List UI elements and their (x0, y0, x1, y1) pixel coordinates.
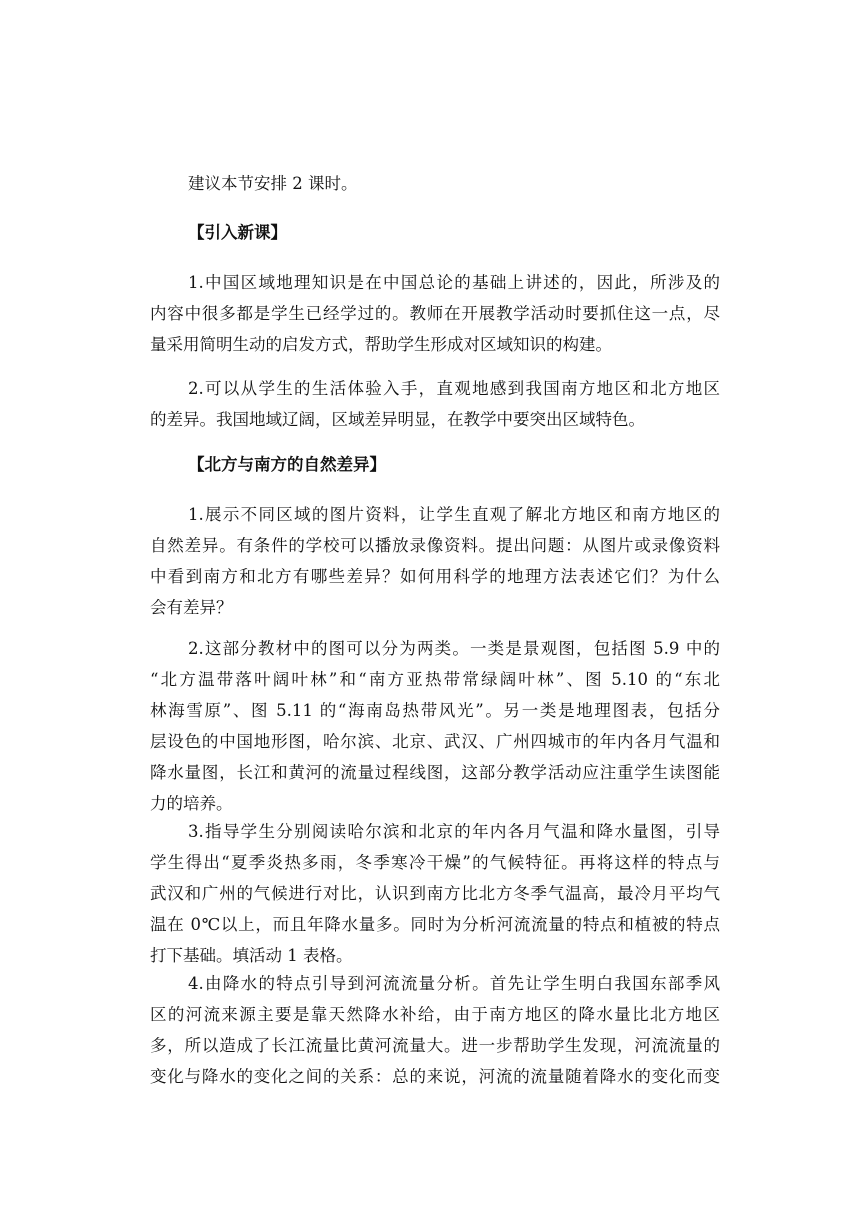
text-line: 学生得出“夏季炎热多雨，冬季寒冷干燥”的气候特征。再将这样的特点与 (150, 853, 720, 872)
text-line: 4.由降水的特点引导到河流流量分析。首先让学生明白我国东部季风 (188, 974, 720, 993)
section2-paragraph-1 (150, 499, 720, 623)
section2-paragraph-3 (150, 816, 720, 971)
text-line: 降水量图，长江和黄河的流量过程线图，这部分教学活动应注重学生读图能 (150, 763, 720, 782)
text-line: 多，所以造成了长江流量比黄河流量大。进一步帮助学生发现，河流流量的 (150, 1036, 720, 1055)
text-line: “北方温带落叶阔叶林”和“南方亚热带常绿阔叶林”、图 5.10 的“东北 (150, 670, 720, 689)
text-line: 温在 0℃以上，而且年降水量多。同时为分析河流流量的特点和植被的特点 (150, 915, 720, 934)
text-line: 层设色的中国地形图，哈尔滨、北京、武汉、广州四城市的年内各月气温和 (150, 732, 720, 751)
section-heading-differences (150, 449, 720, 480)
text-line: 的差异。我国地域辽阔，区域差异明显，在教学中要突出区域特色。 (150, 410, 645, 429)
text-line: 武汉和广州的气候进行对比，认识到南方比北方冬季气温高，最冷月平均气 (150, 884, 720, 903)
text-line: 变化与降水的变化之间的关系：总的来说，河流的流量随着降水的变化而变 (150, 1067, 720, 1086)
section-heading-intro (150, 217, 720, 248)
text-line: 3.指导学生分别阅读哈尔滨和北京的年内各月气温和降水量图，引导 (188, 822, 720, 841)
text-line: 会有差异？ (150, 598, 233, 617)
text-line: 1.中国区域地理知识是在中国总论的基础上讲述的，因此，所涉及的 (188, 273, 720, 292)
text-line: 自然差异。有条件的学校可以播放录像资料。提出问题：从图片或录像资料 (150, 536, 720, 555)
section2-paragraph-4 (150, 968, 720, 1092)
text-line: 林海雪原”、图 5.11 的“海南岛热带风光”。另一类是地理图表，包括分 (150, 701, 720, 720)
section1-paragraph-2 (150, 373, 720, 435)
section1-paragraph-1 (150, 267, 720, 360)
intro-paragraph (150, 168, 720, 199)
text-line: 打下基础。填活动 1 表格。 (150, 946, 353, 965)
section2-heading: 【北方与南方的自然差异】 (188, 455, 386, 474)
text-line: 区的河流来源主要是靠天然降水补给，由于南方地区的降水量比北方地区 (150, 1005, 720, 1024)
section1-heading: 【引入新课】 (188, 223, 287, 242)
intro-line: 建议本节安排 2 课时。 (188, 174, 358, 193)
text-line: 1.展示不同区域的图片资料，让学生直观了解北方地区和南方地区的 (188, 505, 720, 524)
text-line: 中看到南方和北方有哪些差异？如何用科学的地理方法表述它们？为什么 (150, 567, 720, 586)
text-line: 内容中很多都是学生已经学过的。教师在开展教学活动时要抓住这一点，尽 (150, 304, 720, 323)
section2-paragraph-2 (150, 633, 720, 819)
text-line: 量采用简明生动的启发方式，帮助学生形成对区域知识的构建。 (150, 335, 612, 354)
text-line: 2.这部分教材中的图可以分为两类。一类是景观图，包括图 5.9 中的 (188, 639, 720, 658)
text-line: 2.可以从学生的生活体验入手，直观地感到我国南方地区和北方地区 (188, 379, 720, 398)
text-line: 力的培养。 (150, 794, 233, 813)
